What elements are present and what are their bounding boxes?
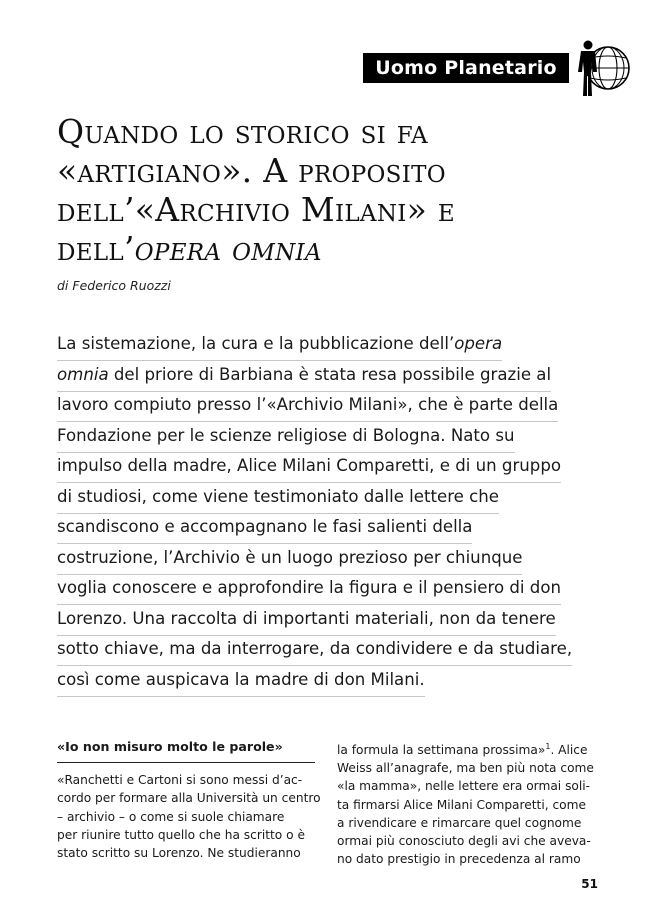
body-column-left xyxy=(57,738,321,862)
page-number: 51 xyxy=(581,877,598,891)
lead-line-5: impulso della madre, Alice Milani Comparetti, e di un gruppo xyxy=(57,452,561,483)
lead-line-10: Lorenzo. Una raccolta di importanti materiali, non da tenere xyxy=(57,605,556,636)
lead-line-7: scandiscono e accompagnano le fasi salienti della xyxy=(57,513,472,544)
lead-line-8: costruzione, l’Archivio è un luogo prezioso per chiunque xyxy=(57,544,522,575)
lead-line-1b: opera xyxy=(454,334,503,353)
right-line-3: «la mamma», nelle lettere era ormai soli- xyxy=(337,779,591,794)
right-line-2: Weiss all’anagrafe, ma ben più nota come xyxy=(337,761,594,776)
body-column-right xyxy=(337,738,595,868)
title-line-3: dell’«Archivio Milani» e xyxy=(57,190,456,229)
right-line-4: ta firmarsi Alice Milani Comparetti, come xyxy=(337,797,586,812)
lead-line-12: così come auspicava la madre di don Milani. xyxy=(57,666,425,697)
left-line-5: stato scritto su Lorenzo. Ne studieranno xyxy=(57,846,301,861)
lead-line-2b: del priore di Barbiana è stata resa possibile grazie al xyxy=(108,364,552,384)
lead-line-1a: La sistemazione, la cura e la pubblicazione dell’ xyxy=(57,334,455,353)
title-line-4-italic: opera omnia xyxy=(134,229,322,268)
right-line-6: ormai più conosciuto degli avi che aveva- xyxy=(337,834,591,849)
byline: di Federico Ruozzi xyxy=(57,278,171,293)
right-line-1 xyxy=(337,738,595,759)
lead-line-2a: omnia xyxy=(57,364,109,384)
lead-line-11: sotto chiave, ma da interrogare, da condividere e da studiare, xyxy=(57,635,572,666)
planetary-man-globe-icon xyxy=(570,38,632,100)
right-line-7: no dato prestigio in precedenza al ramo xyxy=(337,852,581,867)
lead-line-9: voglia conoscere e approfondire la figura e il pensiero di don xyxy=(57,574,561,605)
article-title xyxy=(57,112,617,268)
left-line-4: per riunire tutto quello che ha scritto o è xyxy=(57,827,305,842)
right-line-1-text: la formula la settimana prossima» xyxy=(337,743,546,758)
title-line-4-prefix: dell’ xyxy=(57,229,135,268)
lead-paragraph xyxy=(57,330,577,696)
left-line-2: cordo per formare alla Università un centro xyxy=(57,791,321,806)
lead-line-3: lavoro compiuto presso l’«Archivio Milani», che è parte della xyxy=(57,391,558,422)
left-line-3: – archivio – o come si suole chiamare xyxy=(57,809,285,824)
section-label-text: Uomo Planetario xyxy=(375,57,557,79)
right-line-5: a rivendicare e rimarcare quel cognome xyxy=(337,815,582,830)
section-label xyxy=(363,53,569,83)
lead-line-6: di studiosi, come viene testimoniato dalle lettere che xyxy=(57,483,499,514)
footnote-marker[interactable]: 1 xyxy=(545,742,551,751)
title-line-2: «artigiano». A proposito xyxy=(57,151,446,190)
title-line-1: Quando lo storico si fa xyxy=(57,112,428,151)
section-subheading: «Io non misuro molto le parole» xyxy=(57,738,315,763)
lead-line-4: Fondazione per le scienze religiose di Bologna. Nato su xyxy=(57,422,515,453)
right-line-1-tail: . Alice xyxy=(550,743,588,758)
left-line-1: «Ranchetti e Cartoni si sono messi d’ac- xyxy=(57,773,303,788)
